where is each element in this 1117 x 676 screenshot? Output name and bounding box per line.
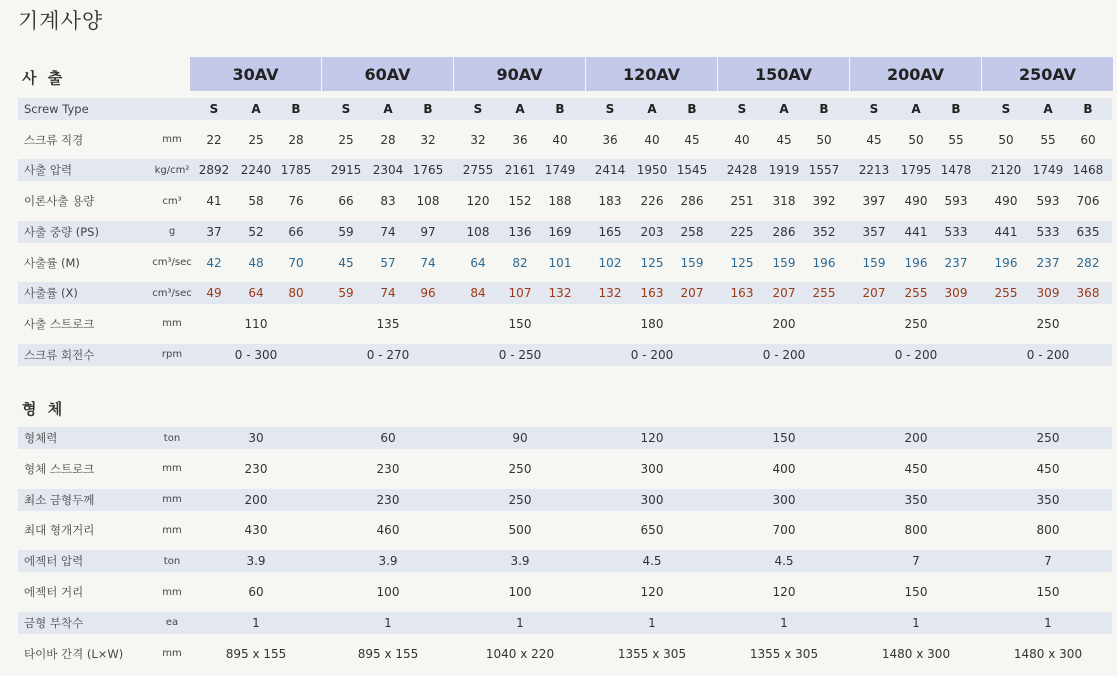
spec-label: 사출 스트로크 — [24, 316, 95, 331]
spec-value: 59 — [338, 224, 354, 239]
spec-value: 230 — [244, 461, 268, 476]
spec-row — [18, 643, 1112, 665]
spec-value: 7 — [912, 554, 920, 569]
spec-value: 125 — [730, 255, 754, 270]
spec-value: 55 — [948, 132, 964, 147]
spec-value: 48 — [248, 255, 264, 270]
spec-value: 490 — [994, 194, 1018, 209]
spec-label: Screw Type — [24, 102, 89, 116]
spec-value: 120 — [466, 194, 490, 209]
spec-value: 1355 x 305 — [749, 646, 819, 661]
spec-value: 1 — [648, 615, 656, 630]
spec-value: 0 - 200 — [630, 347, 674, 362]
spec-value: 300 — [772, 492, 796, 507]
spec-value: 40 — [734, 132, 750, 147]
spec-value: 58 — [248, 194, 264, 209]
spec-value: 97 — [420, 224, 436, 239]
spec-value: 1 — [384, 615, 392, 630]
spec-value: 159 — [772, 255, 796, 270]
spec-value: 150 — [1036, 585, 1060, 599]
spec-value: 45 — [684, 132, 700, 147]
spec-value: 66 — [288, 224, 304, 239]
spec-value: 1 — [780, 615, 788, 630]
spec-value: 2240 — [240, 163, 272, 178]
spec-unit: mm — [162, 648, 182, 660]
spec-value: 28 — [380, 132, 396, 147]
spec-value: 250 — [904, 316, 928, 331]
spec-value: 1355 x 305 — [617, 646, 687, 661]
spec-value: 450 — [1036, 461, 1060, 476]
spec-value: 183 — [598, 194, 622, 209]
spec-value: 152 — [508, 194, 532, 209]
spec-value: 74 — [380, 224, 396, 239]
spec-unit: ea — [165, 617, 179, 629]
model-header-120av: 120AV — [586, 57, 717, 91]
spec-value: 282 — [1076, 255, 1100, 270]
spec-value: B — [687, 102, 697, 116]
spec-value: 108 — [466, 224, 490, 239]
spec-value: 163 — [640, 286, 664, 301]
spec-value: 150 — [508, 316, 532, 331]
spec-row — [18, 252, 1112, 274]
spec-value: 392 — [812, 194, 836, 209]
spec-value: 188 — [548, 194, 572, 209]
spec-value: 159 — [680, 255, 704, 270]
spec-row — [18, 550, 1112, 572]
spec-value: 96 — [420, 286, 436, 301]
spec-value: 4.5 — [642, 554, 662, 569]
spec-value: 45 — [866, 132, 882, 147]
spec-value: 40 — [644, 132, 660, 147]
spec-value: 83 — [380, 194, 396, 209]
spec-value: 200 — [904, 431, 928, 445]
spec-value: 352 — [812, 224, 836, 239]
spec-value: 101 — [548, 255, 572, 270]
spec-value: B — [291, 102, 301, 116]
spec-value: 207 — [680, 286, 704, 301]
spec-value: 200 — [772, 316, 796, 331]
spec-value: 135 — [376, 316, 400, 331]
spec-value: 0 - 200 — [762, 347, 806, 362]
spec-value: 225 — [730, 224, 754, 239]
spec-row — [18, 344, 1112, 366]
spec-value: 309 — [944, 286, 968, 301]
spec-value: 66 — [338, 194, 354, 209]
spec-value: B — [1083, 102, 1093, 116]
spec-unit: mm — [162, 318, 182, 330]
model-header-200av: 200AV — [850, 57, 981, 91]
spec-value: 286 — [680, 194, 704, 209]
model-header-30av: 30AV — [190, 57, 321, 91]
spec-value: 258 — [680, 224, 704, 239]
spec-value: 4.5 — [774, 554, 794, 569]
spec-value: 120 — [640, 585, 664, 599]
spec-value: S — [869, 102, 879, 116]
spec-value: 82 — [512, 255, 528, 270]
spec-value: S — [209, 102, 219, 116]
spec-value: 1795 — [900, 163, 932, 178]
spec-value: 593 — [944, 194, 968, 209]
spec-value: 533 — [944, 224, 968, 239]
spec-value: 430 — [244, 523, 268, 538]
spec-value: 450 — [904, 461, 928, 476]
spec-value: 37 — [206, 224, 222, 239]
spec-value: 203 — [640, 224, 664, 239]
spec-value: 125 — [640, 255, 664, 270]
spec-value: 230 — [376, 492, 400, 507]
spec-value: 102 — [598, 255, 622, 270]
spec-value: 36 — [602, 132, 618, 147]
spec-value: 50 — [998, 132, 1014, 147]
spec-value: 165 — [598, 224, 622, 239]
spec-value: 250 — [1036, 431, 1060, 445]
spec-label: 타이바 간격 (L×W) — [24, 646, 124, 661]
spec-value: 895 x 155 — [357, 646, 419, 661]
spec-value: 350 — [1036, 492, 1060, 507]
spec-value: 1557 — [808, 163, 840, 178]
spec-row — [18, 458, 1112, 480]
spec-value: 2161 — [504, 163, 536, 178]
spec-value: 60 — [380, 431, 396, 445]
spec-value: 3.9 — [378, 554, 398, 569]
spec-row — [18, 98, 1112, 120]
spec-value: 0 - 250 — [498, 347, 542, 362]
spec-value: 108 — [416, 194, 440, 209]
spec-value: 150 — [772, 431, 796, 445]
spec-value: 32 — [470, 132, 486, 147]
spec-unit: kg/cm² — [154, 164, 190, 176]
spec-value: 1765 — [412, 163, 444, 178]
spec-value: A — [1043, 102, 1053, 116]
spec-unit: mm — [162, 463, 182, 475]
spec-value: 25 — [338, 132, 354, 147]
spec-value: 650 — [640, 523, 664, 538]
spec-value: 60 — [1080, 132, 1096, 147]
spec-value: 255 — [994, 286, 1018, 301]
spec-row — [18, 159, 1112, 181]
spec-value: 3.9 — [246, 554, 266, 569]
spec-row — [18, 221, 1112, 243]
spec-value: 226 — [640, 194, 664, 209]
spec-value: A — [647, 102, 657, 116]
spec-value: 32 — [420, 132, 436, 147]
spec-value: 64 — [470, 255, 486, 270]
spec-value: 1 — [252, 615, 260, 630]
spec-value: 3.9 — [510, 554, 530, 569]
spec-value: 76 — [288, 194, 304, 209]
spec-value: 107 — [508, 286, 532, 301]
model-header-90av: 90AV — [454, 57, 585, 91]
spec-value: 74 — [380, 286, 396, 301]
spec-value: 1480 x 300 — [1013, 646, 1083, 661]
spec-value: 250 — [508, 461, 532, 476]
spec-label: 스크류 직경 — [24, 132, 84, 147]
spec-value: 1 — [912, 615, 920, 630]
spec-value: 460 — [376, 523, 400, 538]
spec-value: 36 — [512, 132, 528, 147]
spec-value: 196 — [994, 255, 1018, 270]
spec-value: A — [383, 102, 393, 116]
spec-value: 74 — [420, 255, 436, 270]
spec-value: 300 — [640, 492, 664, 507]
spec-value: 490 — [904, 194, 928, 209]
spec-value: 110 — [244, 316, 268, 331]
spec-value: A — [779, 102, 789, 116]
spec-value: 635 — [1076, 224, 1100, 239]
spec-unit: cm³ — [162, 195, 182, 207]
spec-value: B — [555, 102, 565, 116]
spec-value: 706 — [1076, 194, 1100, 209]
spec-value: 159 — [862, 255, 886, 270]
spec-value: 0 - 200 — [894, 347, 938, 362]
spec-value: 1 — [1044, 615, 1052, 630]
spec-value: 2414 — [594, 163, 626, 178]
spec-label: 에젝터 거리 — [24, 585, 84, 599]
spec-value: 895 x 155 — [225, 646, 287, 661]
section-title-injection: 사 출 — [22, 69, 66, 87]
spec-value: 237 — [1036, 255, 1060, 270]
spec-value: 441 — [994, 224, 1018, 239]
spec-value: 2213 — [858, 163, 890, 178]
spec-value: 196 — [904, 255, 928, 270]
spec-row — [18, 519, 1112, 541]
spec-value: 22 — [206, 132, 222, 147]
spec-row — [18, 282, 1112, 304]
spec-value: 52 — [248, 224, 264, 239]
spec-value: 397 — [862, 194, 886, 209]
spec-label: 이론사출 용량 — [24, 194, 95, 209]
spec-unit: rpm — [161, 349, 183, 361]
spec-value: 2755 — [462, 163, 494, 178]
spec-value: 30 — [248, 431, 264, 445]
spec-unit: ton — [163, 555, 181, 567]
spec-value: 500 — [508, 523, 532, 538]
spec-value: 255 — [904, 286, 928, 301]
spec-label: 최대 형개거리 — [24, 523, 95, 538]
spec-value: 50 — [816, 132, 832, 147]
spec-value: 84 — [470, 286, 486, 301]
spec-value: S — [737, 102, 747, 116]
spec-value: 40 — [552, 132, 568, 147]
section-title-clamping: 형 체 — [22, 400, 66, 418]
spec-value: 90 — [512, 431, 528, 445]
spec-value: 42 — [206, 255, 222, 270]
spec-value: 400 — [772, 461, 796, 476]
spec-value: 309 — [1036, 286, 1060, 301]
spec-value: 45 — [338, 255, 354, 270]
spec-value: 350 — [904, 492, 928, 507]
spec-value: 2915 — [330, 163, 362, 178]
spec-value: 800 — [904, 523, 928, 538]
spec-value: 318 — [772, 194, 796, 209]
spec-value: S — [473, 102, 483, 116]
spec-label: 스크류 회전수 — [24, 347, 95, 362]
spec-value: 28 — [288, 132, 304, 147]
spec-label: 사출률 (X) — [24, 286, 78, 301]
spec-value: 49 — [206, 286, 222, 301]
spec-value: S — [341, 102, 351, 116]
spec-value: 132 — [598, 286, 622, 301]
spec-value: 2428 — [726, 163, 758, 178]
spec-value: 700 — [772, 523, 796, 538]
spec-unit: cm³/sec — [152, 287, 192, 299]
spec-unit: cm³/sec — [152, 257, 192, 268]
spec-value: 100 — [376, 585, 400, 599]
spec-label: 사출 압력 — [24, 163, 73, 178]
spec-value: 207 — [862, 286, 886, 301]
spec-value: 0 - 270 — [366, 347, 410, 362]
spec-value: 57 — [380, 255, 396, 270]
spec-value: A — [911, 102, 921, 116]
spec-value: 64 — [248, 286, 264, 301]
spec-value: 286 — [772, 224, 796, 239]
spec-value: 163 — [730, 286, 754, 301]
spec-value: 441 — [904, 224, 928, 239]
spec-value: B — [423, 102, 433, 116]
spec-value: 368 — [1076, 286, 1100, 301]
spec-value: 1545 — [676, 163, 708, 178]
spec-value: 1040 x 220 — [485, 646, 555, 661]
spec-value: 7 — [1044, 554, 1052, 569]
spec-value: 60 — [248, 585, 264, 599]
spec-value: 1950 — [636, 163, 668, 178]
spec-value: 0 - 200 — [1026, 347, 1070, 362]
spec-value: 70 — [288, 255, 304, 270]
spec-value: 180 — [640, 316, 664, 331]
spec-value: 2120 — [990, 163, 1022, 178]
spec-label: 형체력 — [24, 431, 58, 445]
spec-row — [18, 612, 1112, 634]
spec-value: A — [251, 102, 261, 116]
spec-value: 250 — [1036, 316, 1060, 331]
model-header-250av: 250AV — [982, 57, 1113, 91]
spec-value: 357 — [862, 224, 886, 239]
spec-value: 200 — [244, 492, 268, 507]
spec-value: 169 — [548, 224, 572, 239]
spec-value: 230 — [376, 461, 400, 476]
spec-value: 1 — [516, 615, 524, 630]
spec-value: 1468 — [1072, 163, 1104, 178]
spec-value: 1785 — [280, 163, 312, 178]
spec-value: S — [1001, 102, 1011, 116]
spec-value: 1919 — [768, 163, 800, 178]
spec-value: 1749 — [1032, 163, 1064, 178]
spec-value: 25 — [248, 132, 264, 147]
spec-row — [18, 489, 1112, 511]
spec-value: 59 — [338, 286, 354, 301]
spec-value: 800 — [1036, 523, 1060, 538]
spec-value: 45 — [776, 132, 792, 147]
spec-label: 최소 금형두께 — [24, 492, 95, 507]
spec-unit: g — [168, 226, 176, 238]
spec-value: 255 — [812, 286, 836, 301]
spec-label: 사출률 (M) — [24, 255, 80, 270]
spec-value: 2304 — [372, 163, 404, 178]
model-header-150av: 150AV — [718, 57, 849, 91]
spec-value: 593 — [1036, 194, 1060, 209]
spec-value: 207 — [772, 286, 796, 301]
spec-value: A — [515, 102, 525, 116]
spec-label: 에젝터 압력 — [24, 554, 84, 569]
spec-value: B — [951, 102, 961, 116]
spec-value: 100 — [508, 585, 532, 599]
spec-value: 250 — [508, 492, 532, 507]
spec-unit: mm — [162, 586, 182, 598]
spec-value: 120 — [772, 585, 796, 599]
spec-value: 237 — [944, 255, 968, 270]
spec-value: 50 — [908, 132, 924, 147]
spec-unit: ton — [163, 432, 181, 444]
spec-unit: mm — [162, 494, 182, 506]
spec-row — [18, 581, 1112, 603]
spec-label: 금형 부착수 — [24, 615, 84, 630]
spec-value: 132 — [548, 286, 572, 301]
spec-value: S — [605, 102, 615, 116]
spec-value: 1478 — [940, 163, 972, 178]
spec-value: 136 — [508, 224, 532, 239]
spec-value: 120 — [640, 431, 664, 445]
spec-value: 251 — [730, 194, 754, 209]
spec-value: B — [819, 102, 829, 116]
spec-unit: mm — [162, 134, 182, 146]
spec-label: 사출 중량 (PS) — [24, 224, 99, 239]
spec-value: 196 — [812, 255, 836, 270]
spec-value: 0 - 300 — [234, 347, 278, 362]
spec-value: 80 — [288, 286, 304, 301]
spec-value: 150 — [904, 585, 928, 599]
spec-row — [18, 427, 1112, 449]
spec-value: 533 — [1036, 224, 1060, 239]
spec-value: 2892 — [198, 163, 230, 178]
spec-unit: mm — [162, 524, 182, 536]
spec-value: 300 — [640, 461, 664, 476]
model-header-60av: 60AV — [322, 57, 453, 91]
spec-row — [18, 190, 1112, 212]
page-title: 기계사양 — [18, 9, 104, 33]
spec-value: 41 — [206, 194, 222, 209]
spec-row — [18, 313, 1112, 335]
spec-value: 55 — [1040, 132, 1056, 147]
spec-label: 형체 스트로크 — [24, 461, 95, 476]
spec-row — [18, 129, 1112, 151]
spec-value: 1749 — [544, 163, 576, 178]
spec-value: 1480 x 300 — [881, 646, 951, 661]
